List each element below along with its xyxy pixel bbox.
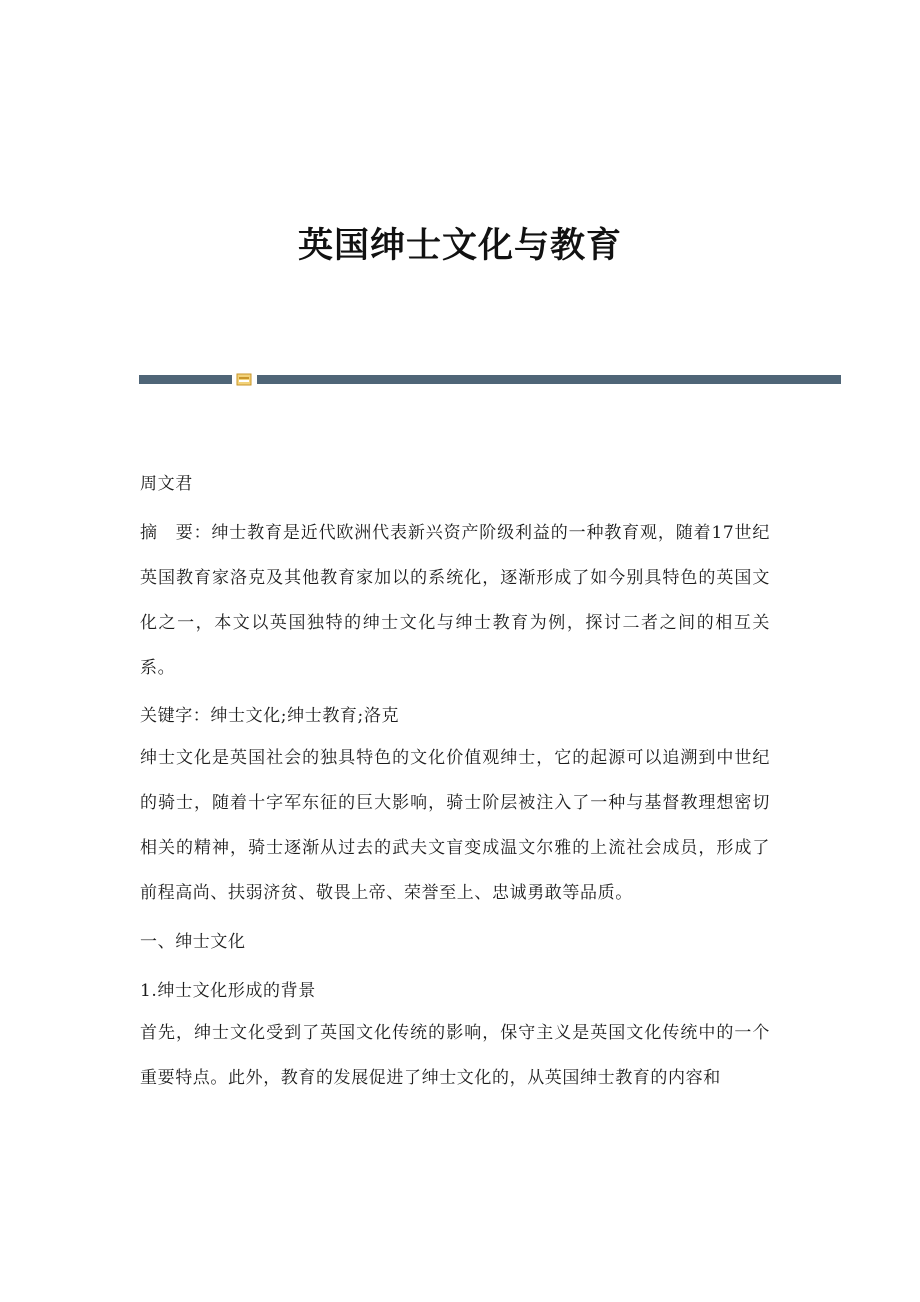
- body-paragraph-2: 首先，绅士文化受到了英国文化传统的影响，保守主义是英国文化传统中的一个重要特点。此外，教育的发展促进了绅士文化的，从英国绅士教育的内容和: [140, 1023, 770, 1088]
- body-paragraph-1: 绅士文化是英国社会的独具特色的文化价值观绅士，它的起源可以追溯到中世纪的骑士，随着十字军东征的巨大影响，骑士阶层被注入了一种与基督教理想密切相关的精神，骑士逐渐从过去的武夫文盲变成温文尔雅的上流社会成员，形成了前程高尚、扶弱济贫、敬畏上帝、荣誉至上、忠诚勇敢等品质。: [140, 748, 770, 903]
- section-heading-1: 一、绅士文化: [140, 932, 246, 952]
- document-body: [140, 470, 770, 1101]
- divider-right-segment: [257, 375, 841, 384]
- title-divider: [139, 375, 841, 384]
- subsection-heading-1: 1.绅士文化形成的背景: [140, 981, 316, 1001]
- divider-left-segment: [139, 375, 232, 384]
- keywords-line: 关键字：绅士文化;绅士教育;洛克: [140, 706, 400, 726]
- abstract-paragraph: 摘 要：绅士教育是近代欧洲代表新兴资产阶级利益的一种教育观，随着17世纪英国教育家洛克及其他教育家加以的系统化，逐渐形成了如今别具特色的英国文化之一，本文以英国独特的绅士文化与绅士教育为例，探讨二者之间的相互关系。: [140, 523, 770, 678]
- author-name: 周文君: [140, 474, 193, 494]
- divider-ornament-icon: [236, 373, 252, 386]
- document-title: 英国绅士文化与教育: [297, 225, 622, 266]
